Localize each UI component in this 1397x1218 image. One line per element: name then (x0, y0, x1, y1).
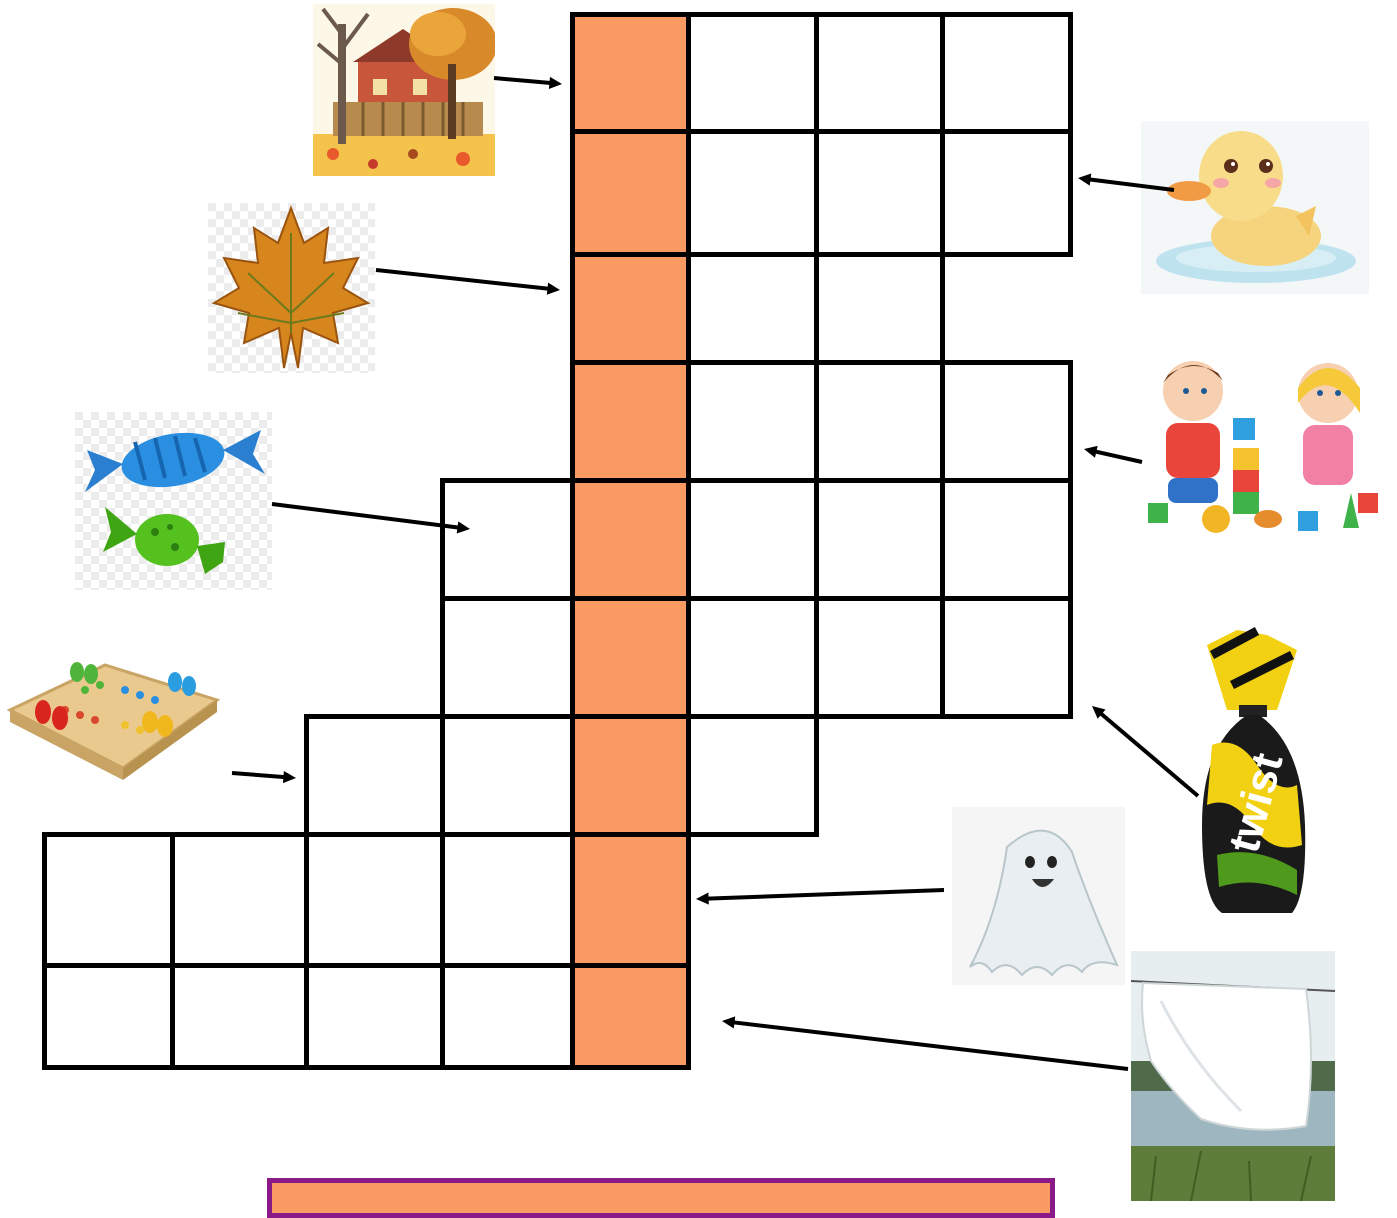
clue-arrow (1092, 706, 1198, 796)
clue-arrow (1078, 174, 1174, 190)
clue-arrow (232, 771, 296, 783)
clue-arrow (696, 890, 944, 905)
clue-arrow (272, 504, 470, 533)
clue-arrow (494, 77, 562, 89)
clue-arrow (376, 270, 560, 295)
svg-text:twist: twist (1219, 748, 1293, 858)
clue-arrow (1084, 446, 1142, 462)
answer-bar (267, 1178, 1055, 1218)
clue-arrow (722, 1016, 1128, 1069)
